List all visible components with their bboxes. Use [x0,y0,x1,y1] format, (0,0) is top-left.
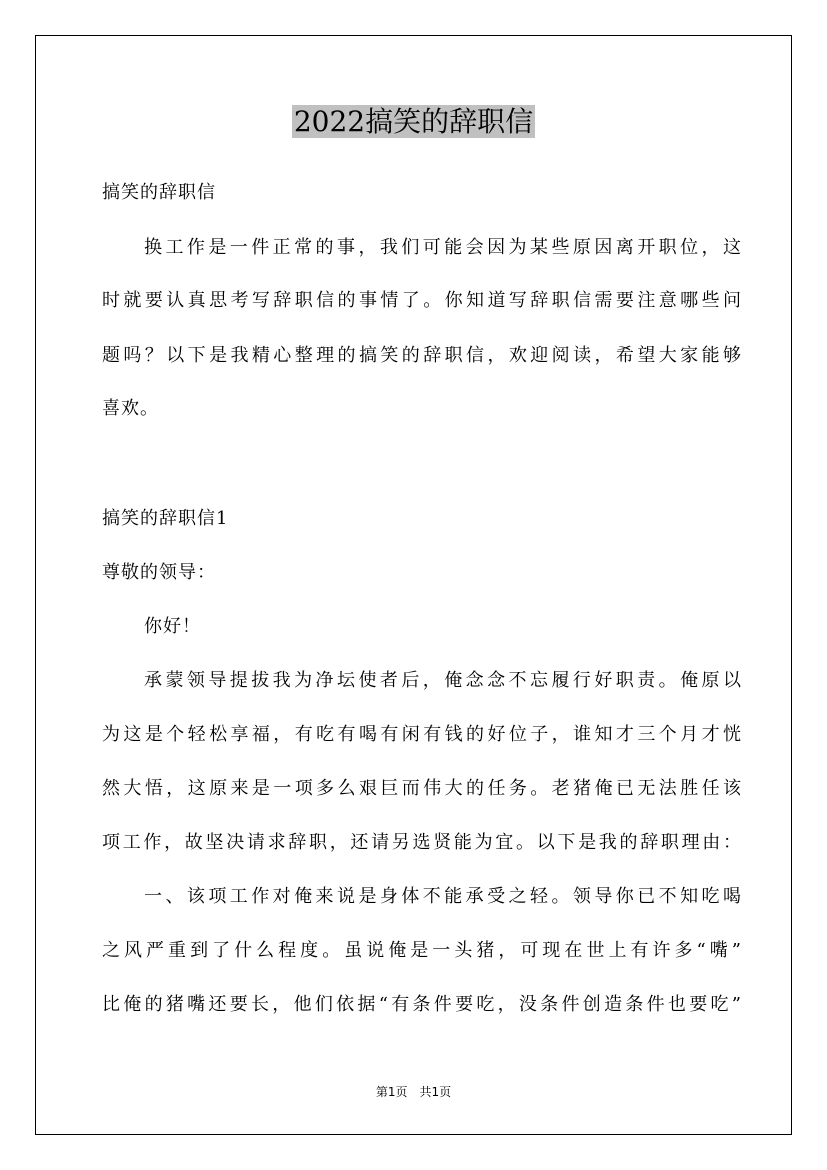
greeting: 你好！ [144,616,201,637]
page-total: 共1页 [419,1085,452,1099]
intro-line: 时就要认真思考写辞职信的事情了。你知道写辞职信需要注意哪些问 [102,290,742,311]
paragraph-line: 为这是个轻松享福，有吃有喝有闲有钱的好位子，谁知才三个月才恍 [102,724,742,745]
intro-line: 喜欢。 [102,398,159,419]
paragraph-line: 然大悟，这原来是一项多么艰巨而伟大的任务。老猪俺已无法胜任该 [102,778,742,799]
intro-line: 换工作是一件正常的事，我们可能会因为某些原因离开职位，这 [144,237,742,258]
paragraph-line: 承蒙领导提拔我为净坛使者后，俺念念不忘履行好职责。俺原以 [144,670,742,691]
document-title-text: 2022搞笑的辞职信 [293,105,534,138]
document-heading: 搞笑的辞职信 [102,182,216,203]
letter-title: 搞笑的辞职信1 [102,508,229,529]
document-title [0,102,827,142]
page-number: 第1页 [375,1085,408,1099]
page-footer [0,1084,827,1100]
paragraph-line: 比俺的猪嘴还要长，他们依据“有条件要吃，没条件创造条件也要吃” [102,994,742,1015]
paragraph-line: 一、该项工作对俺来说是身体不能承受之轻。领导你已不知吃喝 [144,886,742,907]
paragraph-line: 之风严重到了什么程度。虽说俺是一头猪，可现在世上有许多“嘴” [102,940,742,961]
intro-line: 题吗？以下是我精心整理的搞笑的辞职信，欢迎阅读，希望大家能够 [102,345,742,366]
paragraph-line: 项工作，故坚决请求辞职，还请另选贤能为宜。以下是我的辞职理由： [102,832,742,853]
salutation: 尊敬的领导： [102,562,216,583]
